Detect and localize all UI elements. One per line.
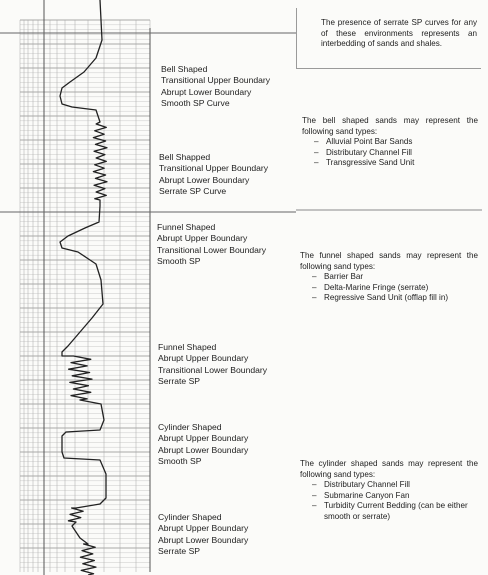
- lower-boundary-label: Transitional Lower Boundary: [158, 364, 268, 375]
- shape-label: Bell Shaped: [161, 64, 208, 74]
- funnel-serrate-description: [158, 342, 267, 388]
- lower-boundary-label: Abrupt Lower Boundary: [161, 86, 252, 97]
- upper-boundary-label: Abrupt Upper Boundary: [158, 433, 249, 444]
- funnel-sand-type: – Delta-Marine Fringe (serrate): [312, 283, 478, 294]
- bell-sand-type: – Distributary Channel Fill: [314, 148, 478, 159]
- shape-label: Funnel Shaped: [157, 222, 216, 232]
- funnel-note: [300, 251, 478, 304]
- cylinder-note: [300, 459, 478, 523]
- funnel-note-intro: The funnel shaped sands may represent the following sand types:: [300, 251, 478, 271]
- upper-boundary-label: Transitional Upper Boundary: [159, 163, 269, 174]
- curve-type-label: Smooth SP: [157, 256, 201, 267]
- shape-label: Bell Shapped: [159, 152, 211, 162]
- curve-type-label: Smooth SP Curve: [161, 98, 230, 109]
- lower-boundary-label: Abrupt Lower Boundary: [159, 174, 250, 185]
- cylinder-serrate-description: [158, 512, 248, 558]
- serrate-note: [321, 18, 477, 50]
- curve-type-label: Serrate SP: [158, 546, 201, 557]
- shape-label: Cylinder Shaped: [158, 422, 222, 432]
- lower-boundary-label: Abrupt Lower Boundary: [158, 534, 249, 545]
- lower-boundary-label: Abrupt Lower Boundary: [158, 444, 249, 455]
- bell-smooth-description: [161, 64, 270, 110]
- bell-serrate-description: [159, 152, 268, 198]
- bell-sand-type: – Transgressive Sand Unit: [314, 158, 478, 169]
- cylinder-sand-type: – Distributary Channel Fill: [312, 480, 478, 491]
- funnel-sand-type: – Regressive Sand Unit (offlap fill in): [312, 293, 478, 304]
- upper-boundary-label: Transitional Upper Boundary: [161, 75, 271, 86]
- funnel-smooth-description: [157, 222, 266, 268]
- shape-label: Funnel Shaped: [158, 342, 217, 352]
- curve-type-label: Smooth SP: [158, 456, 202, 467]
- curve-type-label: Serrate SP: [158, 376, 201, 387]
- curve-type-label: Serrate SP Curve: [159, 186, 227, 197]
- upper-boundary-label: Abrupt Upper Boundary: [158, 353, 249, 364]
- sp-curve: [60, 0, 107, 575]
- upper-boundary-label: Abrupt Upper Boundary: [157, 233, 248, 244]
- bell-note: [302, 116, 478, 169]
- cylinder-sand-type: – Submarine Canyon Fan: [312, 491, 478, 502]
- funnel-sand-type: – Barrier Bar: [312, 272, 478, 283]
- cylinder-note-intro: The cylinder shaped sands may represent the following sand types:: [300, 459, 478, 479]
- cylinder-sand-type: – Turbidity Current Bedding (can be either smooth or serrate): [312, 501, 478, 522]
- bell-note-intro: The bell shaped sands may represent the following sand types:: [302, 116, 478, 136]
- bell-sand-type: – Alluvial Point Bar Sands: [314, 137, 478, 148]
- lower-boundary-label: Transitional Lower Boundary: [157, 244, 267, 255]
- cylinder-smooth-description: [158, 422, 248, 468]
- upper-boundary-label: Abrupt Upper Boundary: [158, 523, 249, 534]
- serrate-note-text: The presence of serrate SP curves for any of these environments represents an interbedding of sands and shales.: [321, 18, 477, 49]
- shape-label: Cylinder Shaped: [158, 512, 222, 522]
